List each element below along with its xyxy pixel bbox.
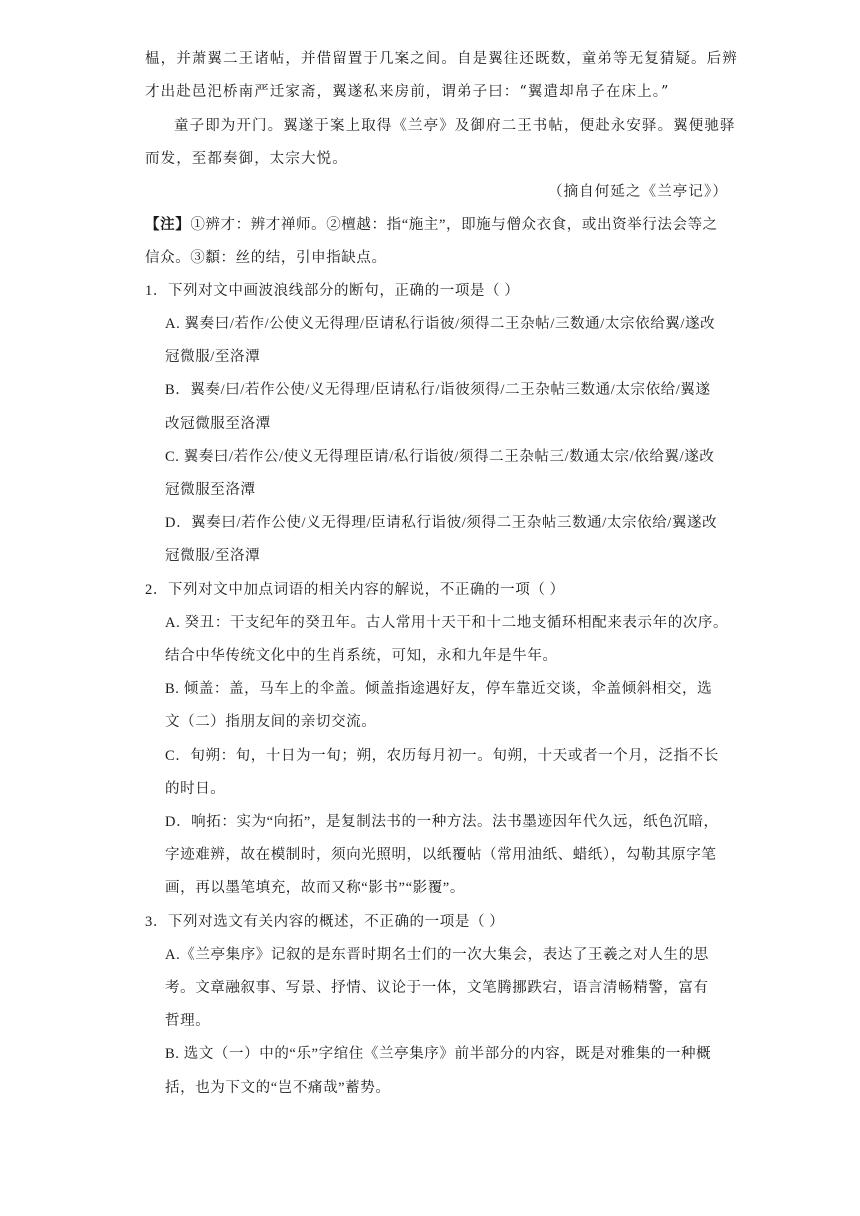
option-line: A. 翼奏曰/若作/公使义无得理/臣请私行诣彼/须得二王杂帖/三数通/太宗依给翼/遂改 <box>165 316 716 332</box>
option-line: 考。文章融叙事、写景、抒情、议论于一体，文笔腾挪跌宕，语言清畅精警，富有 <box>165 980 709 996</box>
option-line: B. 选文（一）中的“乐”字绾住《兰亭集序》前半部分的内容，既是对雅集的一种概 <box>165 1046 712 1062</box>
question-stem: 1．下列对文中画波浪线部分的断句，正确的一项是（ ） <box>145 283 520 299</box>
option-line: 文（二）指朋友间的亲切交流。 <box>165 714 377 730</box>
question-stem: 2．下列对文中加点词语的相关内容的解说，不正确的一项（ ） <box>145 582 565 598</box>
option-line: C．旬朔：旬，十日为一旬；朔，农历每月初一。旬朔，十天或者一个月，泛指不长 <box>165 748 719 764</box>
option-line: A. 癸丑：干支纪年的癸丑年。古人常用十天干和十二地支循环相配来表示年的次序。 <box>165 615 729 631</box>
option-line: 括，也为下文的“岂不痛哉”蓄势。 <box>165 1080 391 1096</box>
note-line <box>145 215 718 235</box>
option-line: 的时日。 <box>165 781 226 797</box>
passage-line: 童子即为开门。翼遂于案上取得《兰亭》及御府二王书帖，便赴永安驿。翼便驰驿 <box>174 118 736 134</box>
note-text: ①辨才：辨才禅师。②檀越：指“施主”，即施与僧众衣食，或出资举行法会等之 <box>190 217 718 233</box>
option-line: 结合中华传统文化中的生肖系统，可知，永和九年是牛年。 <box>165 648 558 664</box>
option-line: 哲理。 <box>165 1013 211 1029</box>
passage-line: 才出赴邑汜桥南严迁家斋，翼遂私来房前，谓弟子曰：“翼遣却帛子在床上。” <box>145 84 670 100</box>
option-line: D．响拓：实为“向拓”，是复制法书的一种方法。法书墨迹因年代久远，纸色沉暗， <box>165 814 719 830</box>
option-line: 冠微服至洛潭 <box>165 482 256 498</box>
option-line: B. 倾盖：盖，马车上的伞盖。倾盖指途遇好友，停车靠近交谈，伞盖倾斜相交，选 <box>165 681 713 697</box>
option-line: C. 翼奏曰/若作公/使义无得理臣请/私行诣彼/须得二王杂帖三/数通太宗/依给翼/遂改 <box>165 449 715 465</box>
option-line: 画，再以墨笔填充，故而又称“影书”“影覆”。 <box>165 880 465 896</box>
option-line: 字迹难辨，故在模制时，须向光照明，以纸覆帖（常用油纸、蜡纸），勾勒其原字笔 <box>165 847 717 863</box>
option-line: 冠微服/至洛潭 <box>165 349 261 365</box>
passage-line: 榅，并萧翼二王诸帖，并借留置于几案之间。自是翼往还既数，童弟等无复猜疑。后辨 <box>145 51 738 67</box>
option-line: 冠微服/至洛潭 <box>165 548 261 564</box>
note-label: 【注】 <box>145 217 191 233</box>
option-line: B．翼奏/曰/若作公使/义无得理/臣请私行/诣彼须得/二王杂帖三数通/太宗依给/翼遂 <box>165 382 711 398</box>
option-line: D．翼奏曰/若作公使/义无得理/臣请私行诣彼/须得二王杂帖三数通/太宗依给/翼遂改 <box>165 515 718 531</box>
question-stem: 3．下列对选文有关内容的概述，不正确的一项是（ ） <box>145 914 505 930</box>
option-line: 改冠微服至洛潭 <box>165 416 271 432</box>
passage-source: （摘自何延之《兰亭记》） <box>548 184 728 200</box>
passage-line: 而发，至都奏御，太宗大悦。 <box>145 151 348 167</box>
option-line: A.《兰亭集序》记叙的是东晋时期名士们的一次大集会，表达了王羲之对人生的思 <box>165 947 709 963</box>
note-line: 信众。③纇：丝的结，引申指缺点。 <box>145 250 387 266</box>
